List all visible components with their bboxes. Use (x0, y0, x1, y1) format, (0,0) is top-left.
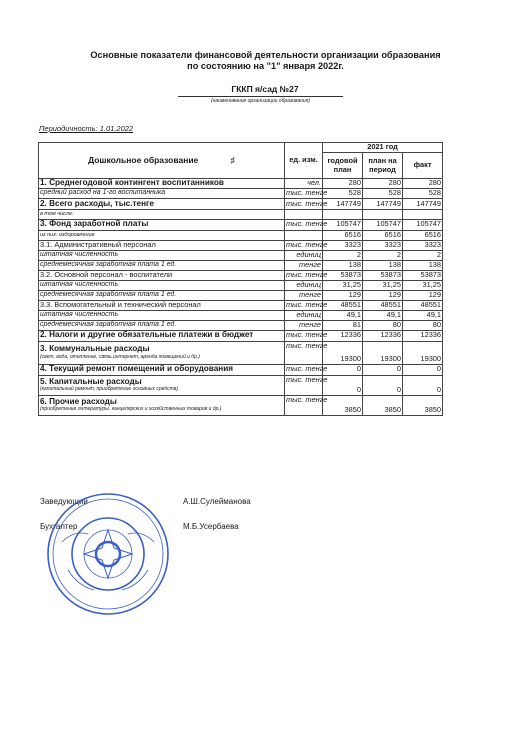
row-label: штатная численность (40, 280, 119, 288)
organization-note: (наименование организации образования) (210, 98, 311, 104)
row-fact-value: 138 (403, 260, 443, 270)
row-unit: тыс. тенге (285, 395, 323, 415)
row-plan-value: 2 (323, 250, 363, 260)
row-period-value: 31,25 (363, 280, 403, 290)
row-fact-value: 0 (403, 375, 443, 395)
row-label-cell (39, 260, 285, 270)
header-unit: ед. изм. (285, 143, 323, 179)
table-row (39, 230, 443, 240)
row-label-cell (39, 300, 285, 310)
row-plan-value: 3850 (323, 395, 363, 415)
row-plan-value: 105747 (323, 219, 363, 230)
row-unit: чел. (285, 179, 323, 189)
row-label: штатная численность (40, 310, 119, 318)
row-label-cell (39, 230, 285, 240)
row-label-cell (39, 250, 285, 260)
table-row (39, 290, 443, 300)
row-fact-value: 48551 (403, 300, 443, 310)
row-fact-value: 528 (403, 189, 443, 199)
row-label: среднемесячная заработная плата 1 ед. (40, 260, 177, 268)
row-fact-value: 3850 (403, 395, 443, 415)
row-unit: тыс. тенге (286, 364, 328, 374)
head-label: Заведующий (40, 497, 88, 506)
row-period-value: 129 (363, 290, 403, 300)
row-plan-value: 49,1 (323, 310, 363, 320)
row-label-cell (39, 210, 285, 220)
row-label: 3. Коммунальные расходы (40, 344, 150, 354)
row-plan-value: 147749 (323, 199, 363, 210)
row-period-value: 6516 (363, 230, 403, 240)
row-period-value: 0 (363, 375, 403, 395)
document-subtitle: по состоянию на "1" января 2022г. (187, 61, 344, 71)
row-fact-value: 105747 (403, 219, 443, 230)
row-period-value: 280 (363, 179, 403, 189)
row-unit: тенге (285, 290, 323, 300)
row-period-value: 12336 (363, 330, 403, 341)
row-plan-value: 3323 (323, 240, 363, 250)
row-label: 3.3. Вспомогательный и технический персонал (40, 299, 201, 309)
row-unit: тыс. тенге (286, 198, 328, 208)
row-plan-value: 0 (323, 364, 363, 375)
organization-underline (178, 96, 343, 97)
period-label: Периодичность: 1.01.2022 (39, 124, 134, 133)
row-sublabel: (капитальный ремонт, приобретение основных средств) (40, 386, 179, 393)
row-label-cell (39, 199, 285, 210)
row-label: 4. Текущий ремонт помещений и оборудования (40, 364, 234, 374)
row-label: 6. Прочие расходы (40, 396, 117, 406)
row-fact-value: 147749 (403, 199, 443, 210)
table-row (39, 310, 443, 320)
row-label: среднемесячная заработная плата 1 ед. (40, 320, 177, 328)
row-label-cell (39, 395, 285, 415)
table-row (39, 179, 443, 189)
row-label-cell (39, 364, 285, 375)
row-label-cell (39, 240, 285, 250)
row-plan-value: 138 (323, 260, 363, 270)
row-period-value: 528 (363, 189, 403, 199)
row-period-value: 48551 (363, 300, 403, 310)
table-row (39, 280, 443, 290)
row-fact-value: 31,25 (403, 280, 443, 290)
row-fact-value (403, 210, 443, 220)
row-fact-value: 6516 (403, 230, 443, 240)
row-plan-value: 81 (323, 320, 363, 330)
row-plan-value (323, 210, 363, 220)
document-title: Основные показатели финансовой деятельности организации образования (90, 50, 441, 60)
row-period-value: 147749 (363, 199, 403, 210)
row-fact-value: 49,1 (403, 310, 443, 320)
row-unit: тенге (285, 260, 323, 270)
row-unit: тыс. тенге (285, 375, 323, 395)
row-unit (285, 230, 323, 240)
row-label-cell (39, 290, 285, 300)
row-fact-value: 53873 (403, 270, 443, 280)
table-row (39, 219, 443, 230)
table-row (39, 300, 443, 310)
row-plan-value: 280 (323, 179, 363, 189)
row-plan-value: 6516 (323, 230, 363, 240)
header-period: план на период (363, 153, 403, 179)
row-unit: единиц (285, 250, 323, 260)
row-label: средний расход на 1-го воспитанника (40, 189, 166, 197)
row-fact-value: 129 (403, 290, 443, 300)
header-name: Дошкольное образование (88, 155, 199, 166)
row-unit: тыс. тенге (286, 188, 328, 198)
row-period-value: 3323 (363, 240, 403, 250)
row-period-value: 105747 (363, 219, 403, 230)
row-period-value: 80 (363, 320, 403, 330)
row-label: среднемесячная заработная плата 1 ед. (40, 290, 177, 298)
table-row (39, 320, 443, 330)
row-plan-value: 31,25 (323, 280, 363, 290)
accountant-label: Бухгалтер (40, 522, 78, 531)
table-row (39, 375, 443, 395)
table-row (39, 250, 443, 260)
row-label: 3.2. Основной персонал - воспитатели (40, 269, 173, 279)
row-plan-value: 19300 (323, 341, 363, 364)
row-label: штатная численность (40, 250, 119, 258)
table-row (39, 210, 443, 220)
row-period-value: 53873 (363, 270, 403, 280)
row-label: 5. Капитальные расходы (40, 376, 142, 386)
header-plan: годовой план (323, 153, 363, 179)
table-row (39, 260, 443, 270)
row-plan-value: 53873 (323, 270, 363, 280)
head-name: А.Ш.Сулейманова (183, 497, 251, 506)
row-period-value: 2 (363, 250, 403, 260)
row-unit: тыс. тенге (286, 299, 328, 309)
row-unit: тенге (285, 320, 323, 330)
table-row (39, 364, 443, 375)
row-unit: тыс. тенге (286, 239, 328, 249)
row-period-value: 138 (363, 260, 403, 270)
row-unit (285, 210, 323, 220)
row-fact-value: 80 (403, 320, 443, 330)
row-label-cell (39, 320, 285, 330)
row-period-value: 49,1 (363, 310, 403, 320)
row-fact-value: 0 (403, 364, 443, 375)
row-plan-value: 129 (323, 290, 363, 300)
header-fact: факт (403, 153, 443, 179)
header-name-cell (39, 143, 285, 179)
row-fact-value: 12336 (403, 330, 443, 341)
row-label: 2. Всего расходы, тыс.тенге (40, 198, 154, 208)
row-fact-value: 19300 (403, 341, 443, 364)
row-plan-value: 0 (323, 375, 363, 395)
row-label: 3. Фонд заработной платы (40, 219, 149, 229)
row-label-cell (39, 330, 285, 341)
row-label-cell (39, 280, 285, 290)
row-plan-value: 12336 (323, 330, 363, 341)
row-sublabel: (свет, вода, отопление, связь,интернет, аренда помещений и др.) (40, 353, 200, 360)
table-header-row (39, 143, 443, 153)
finance-table (38, 142, 443, 416)
row-label-cell (39, 219, 285, 230)
row-sublabel: (приобретение литературы, канцелярских и хозяйственных товаров и др.) (40, 406, 222, 413)
table-row (39, 270, 443, 280)
row-period-value: 19300 (363, 341, 403, 364)
row-label: в том числе: (40, 211, 74, 217)
row-label-cell (39, 375, 285, 395)
row-label-cell (39, 310, 285, 320)
row-label-cell (39, 341, 285, 364)
row-label-cell (39, 189, 285, 199)
row-plan-value: 48551 (323, 300, 363, 310)
row-fact-value: 2 (403, 250, 443, 260)
row-label: из них: оздоровление (40, 231, 95, 238)
row-label: 2. Налоги и другие обязательные платежи в бюджет (40, 330, 254, 340)
row-period-value (363, 210, 403, 220)
row-period-value: 3850 (363, 395, 403, 415)
row-unit: тыс. тенге (286, 269, 328, 279)
row-unit: тыс. тенге (285, 341, 323, 364)
row-label: 3.1. Административный персонал (40, 239, 156, 249)
row-unit: единиц (285, 280, 323, 290)
row-plan-value: 528 (323, 189, 363, 199)
row-label: 1. Среднегодовой контингент воспитанников (40, 178, 224, 188)
organization-name: ГККП я/сад №27 (231, 84, 299, 94)
accountant-name: М.Б.Усербаева (183, 522, 239, 531)
symbol-mark: ♯ (230, 155, 235, 166)
row-unit: тыс. тенге (286, 330, 328, 340)
table-row (39, 240, 443, 250)
row-label-cell (39, 270, 285, 280)
row-label-cell (39, 179, 285, 189)
row-unit: тыс. тенге (286, 219, 328, 229)
row-period-value: 0 (363, 364, 403, 375)
table-row (39, 199, 443, 210)
table-row (39, 341, 443, 364)
row-fact-value: 280 (403, 179, 443, 189)
row-unit: единиц (285, 310, 323, 320)
table-row (39, 189, 443, 199)
official-stamp-icon (44, 490, 172, 618)
table-row (39, 330, 443, 341)
row-fact-value: 3323 (403, 240, 443, 250)
table-row (39, 395, 443, 415)
header-year: 2021 год (323, 143, 443, 153)
